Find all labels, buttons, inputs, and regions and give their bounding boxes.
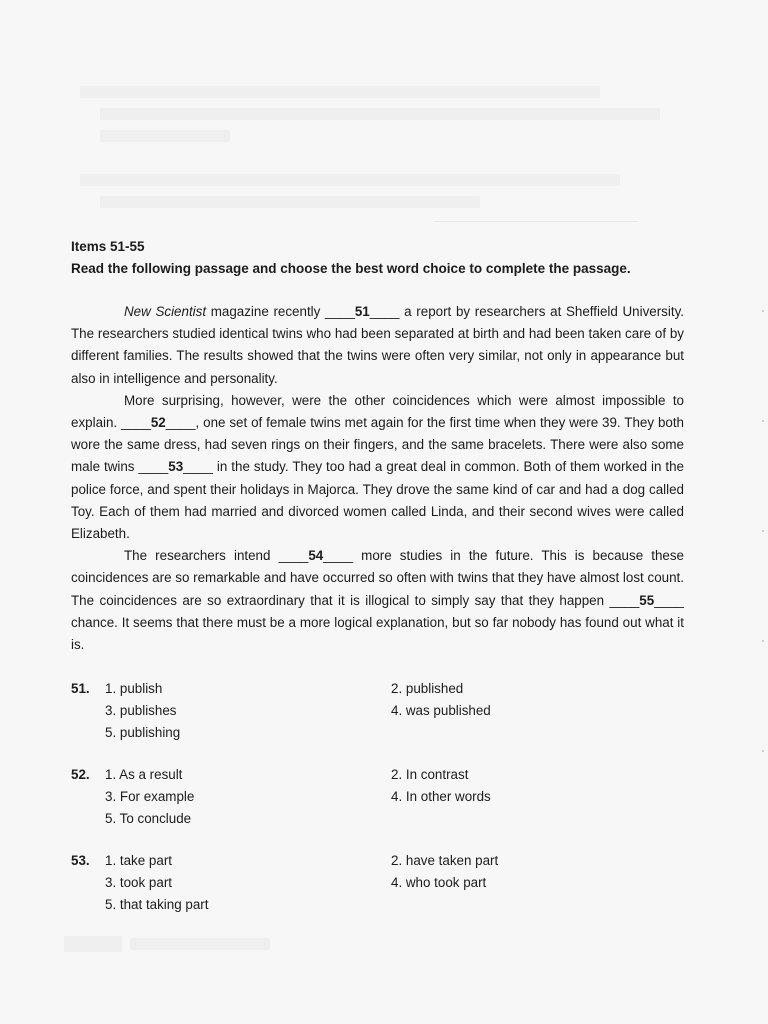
bleed-through-line xyxy=(434,221,638,222)
answer-option[interactable]: 4. was published xyxy=(391,703,491,718)
scan-edge-mark xyxy=(762,530,764,532)
scan-edge-mark xyxy=(762,310,764,312)
bleed-through-text xyxy=(80,86,600,98)
magazine-title: New Scientist xyxy=(124,304,207,319)
bleed-through-text xyxy=(100,196,480,208)
reading-passage xyxy=(71,301,684,656)
passage-paragraph-1: New Scientist magazine recently ____51____ a report by researchers at Sheffield University. The researchers studied identical twins who had been separated at birth and had been taken care of by different families. The results showed that the twins were often very similar, not only in appearance but also in intelligence and personality. xyxy=(71,304,684,386)
blank-54: ____54____ xyxy=(278,548,354,564)
instructions: Read the following passage and choose the best word choice to complete the passage. xyxy=(71,261,631,276)
answer-option[interactable]: 3. took part xyxy=(105,875,172,890)
answer-option[interactable]: 5. that taking part xyxy=(105,897,209,912)
bleed-through-footer xyxy=(130,938,270,950)
question-number: 52. xyxy=(71,767,90,782)
blank-51: ____51____ xyxy=(325,304,400,319)
bleed-through-footer xyxy=(64,936,122,952)
bleed-through-text xyxy=(100,130,230,142)
answer-option[interactable]: 1. publish xyxy=(105,681,163,696)
answer-option[interactable]: 4. who took part xyxy=(391,875,487,890)
answer-option[interactable]: 1. take part xyxy=(105,853,172,868)
answer-option[interactable]: 5. publishing xyxy=(105,725,181,740)
blank-55: ____55____ xyxy=(609,592,684,608)
scan-edge-mark xyxy=(762,420,764,422)
answer-option[interactable]: 3. publishes xyxy=(105,703,177,718)
items-heading: Items 51-55 xyxy=(71,239,145,254)
answer-option[interactable]: 5. To conclude xyxy=(105,811,192,826)
answer-option[interactable]: 1. As a result xyxy=(105,767,183,782)
answer-option[interactable]: 2. have taken part xyxy=(391,853,499,868)
answer-option[interactable]: 4. In other words xyxy=(391,789,491,804)
passage-paragraph-3: The researchers intend ____54____ more studies in the future. This is because these coincidences are so remarkable and have occurred so often with twins that they have almost lost count. The coincidences are so extraordinary that it is illogical to simply say that they happen ____55____ chance. It seems that there must be a more logical explanation, but so far nobody has found out what it is. xyxy=(71,548,685,653)
blank-53: ____53____ xyxy=(138,459,213,475)
question-number: 53. xyxy=(71,853,90,868)
scan-edge-mark xyxy=(762,750,764,752)
question-number: 51. xyxy=(71,681,90,696)
bleed-through-text xyxy=(100,108,660,120)
scan-edge-mark xyxy=(762,640,764,642)
answer-option[interactable]: 2. In contrast xyxy=(391,767,469,782)
bleed-through-text xyxy=(80,174,620,186)
answer-option[interactable]: 3. For example xyxy=(105,789,195,804)
answer-option[interactable]: 2. published xyxy=(391,681,464,696)
passage-paragraph-2: More surprising, however, were the other coincidences which were almost impossible to explain. ____52____, one set of female twins met again for the first time when they were 39. They both wore the same dress, had seven rings on their fingers, and the same bracelets. There were also some male twins ____53____ in the study. They too had a great deal in common. Both of them worked in the police force, and spent their holidays in Majorca. They drove the same kind of car and had a dog called Toy. Each of them had married and divorced women called Linda, and their second wives were called Elizabeth. xyxy=(71,392,685,542)
blank-52: ____52____ xyxy=(121,415,196,431)
